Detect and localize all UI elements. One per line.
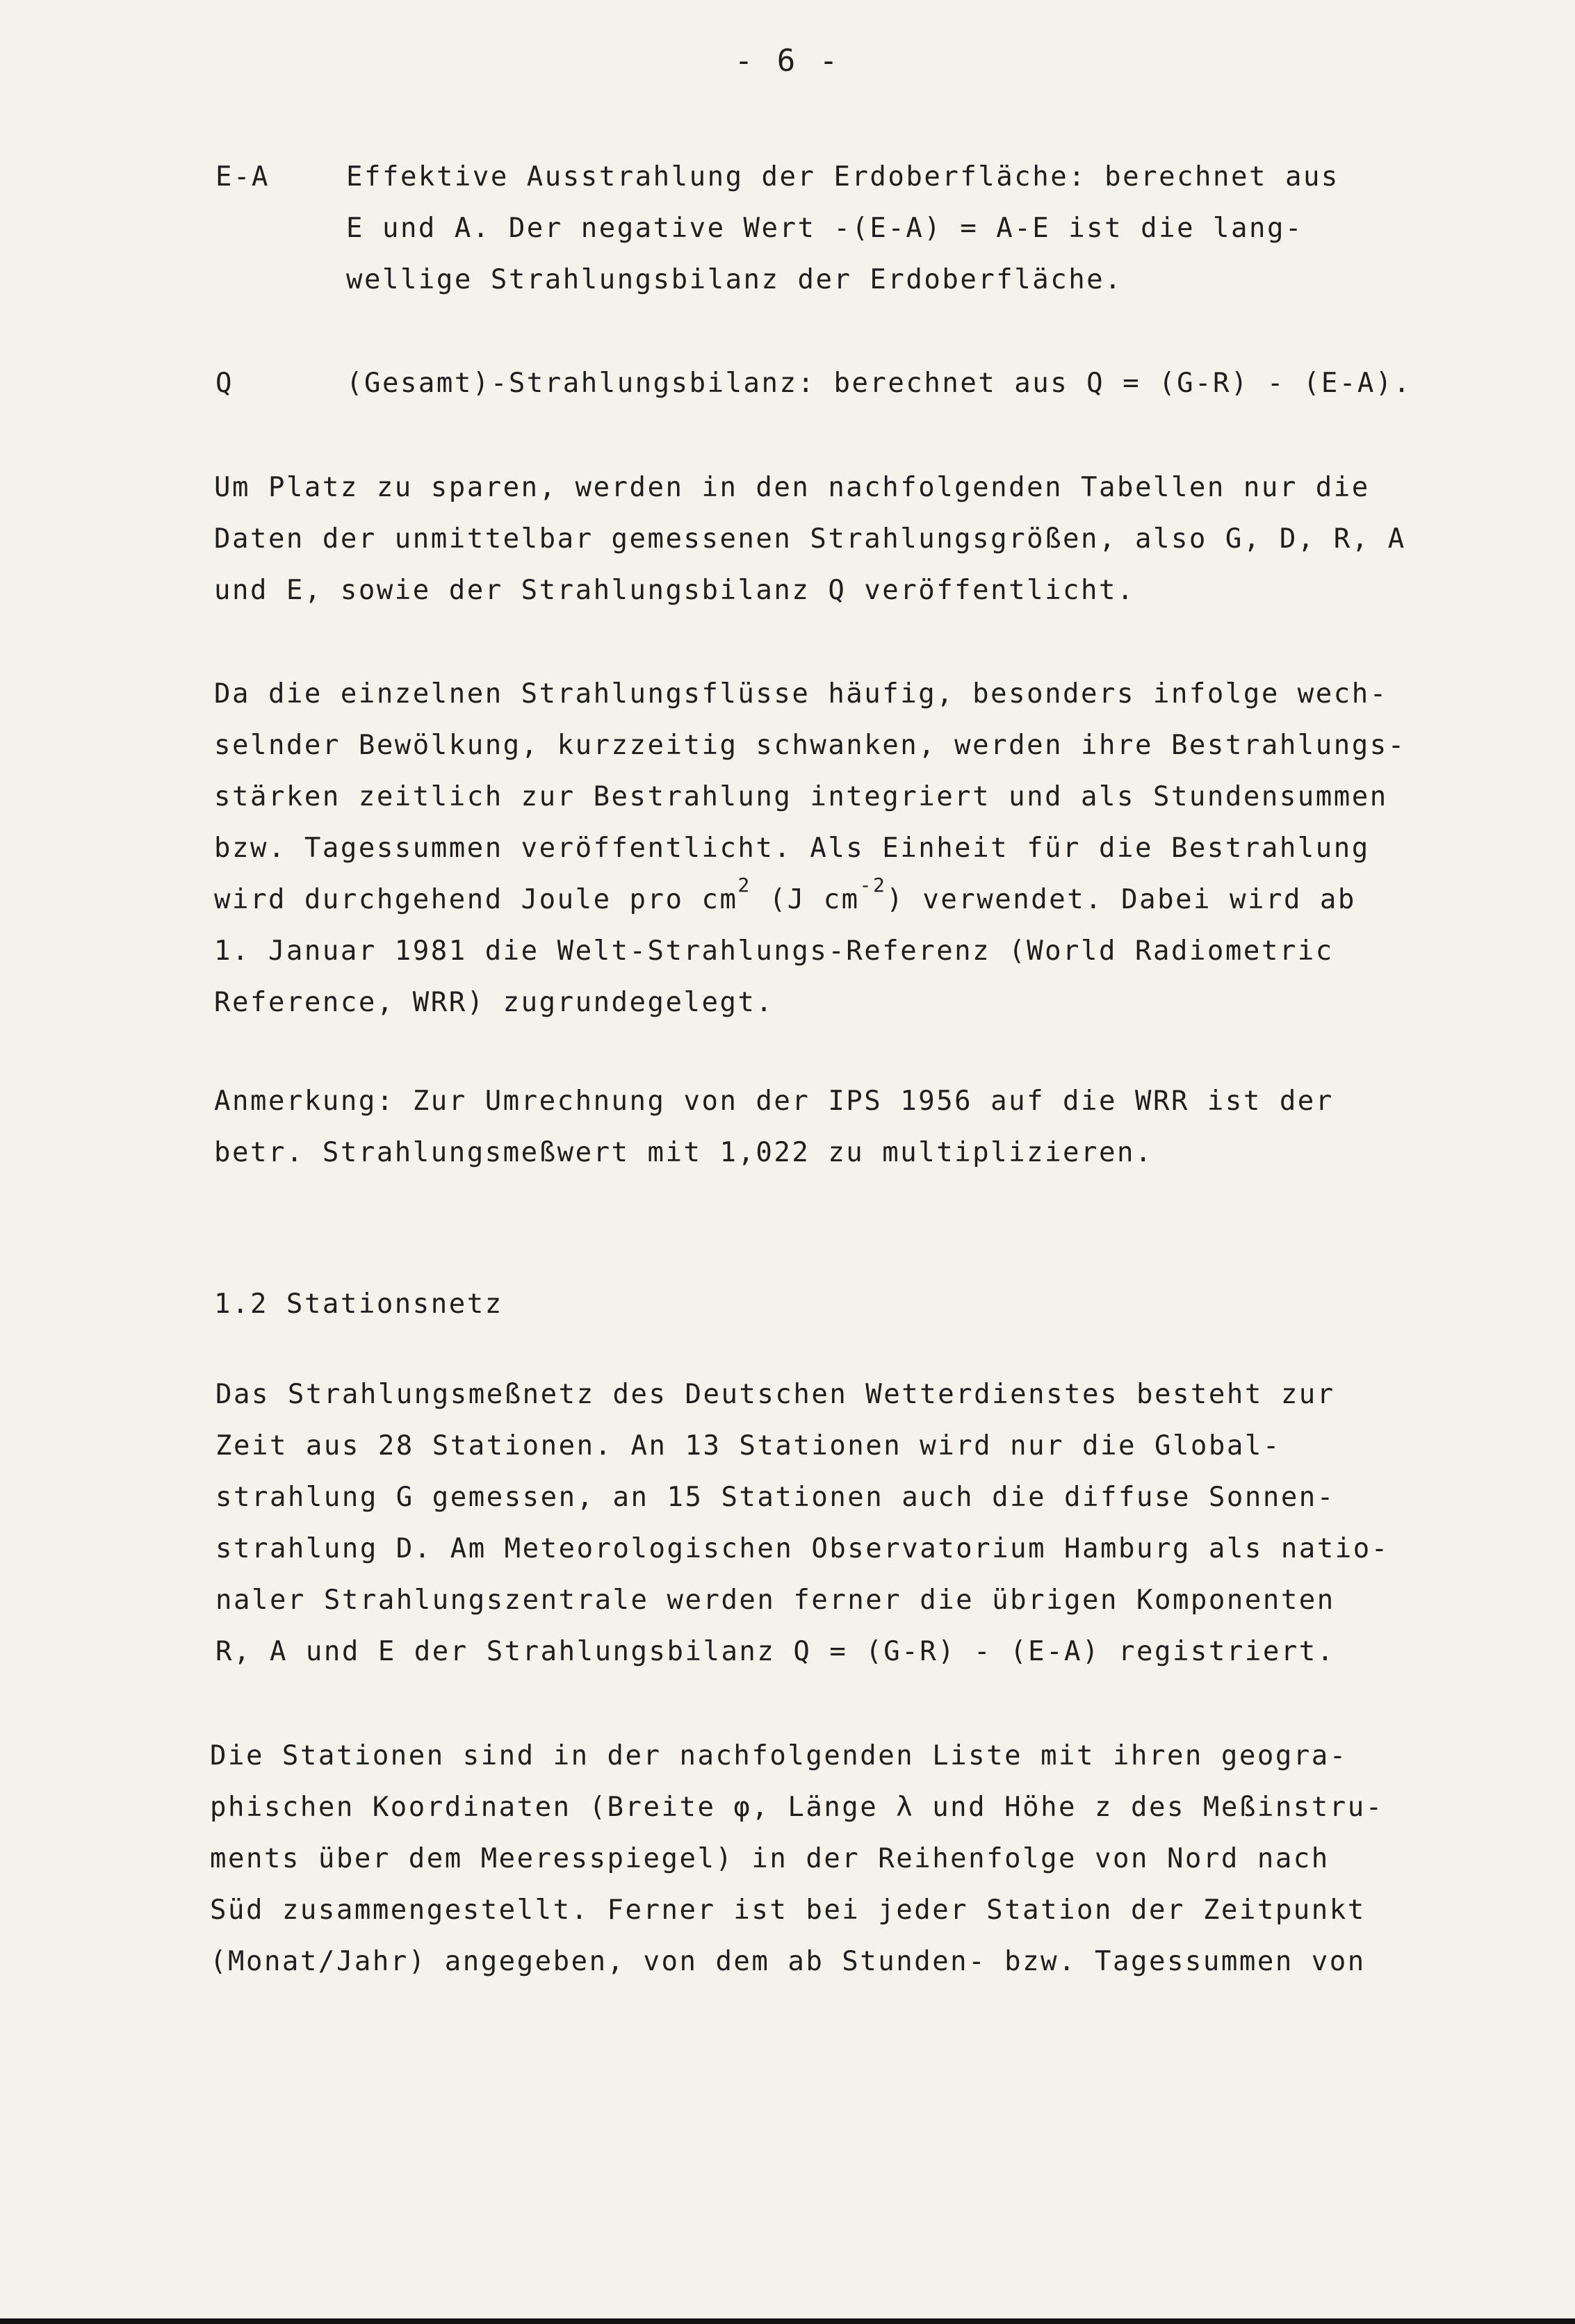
text-line: Das Strahlungsmeßnetz des Deutschen Wetterdienstes besteht zur bbox=[215, 1379, 1335, 1410]
text-line: bzw. Tagessummen veröffentlicht. Als Einheit für die Bestrahlung bbox=[214, 833, 1370, 864]
text-line: wellige Strahlungsbilanz der Erdoberfläche. bbox=[346, 264, 1123, 295]
text-line: Daten der unmittelbar gemessenen Strahlungsgrößen, also G, D, R, A bbox=[214, 523, 1406, 555]
text-line: Anmerkung: Zur Umrechnung von der IPS 1956 auf die WRR ist der bbox=[214, 1086, 1334, 1117]
text-line: strahlung G gemessen, an 15 Stationen auch die diffuse Sonnen- bbox=[215, 1482, 1335, 1513]
unit-text-mid: (J cm bbox=[751, 884, 860, 915]
text-line: ments über dem Meeresspiegel) in der Reihenfolge von Nord nach bbox=[210, 1843, 1330, 1874]
text-line: und E, sowie der Strahlungsbilanz Q veröffentlicht. bbox=[214, 575, 1135, 606]
section-heading: 1.2 Stationsnetz bbox=[214, 1288, 503, 1320]
superscript: 2 bbox=[737, 874, 751, 897]
text-line: Reference, WRR) zugrundegelegt. bbox=[214, 987, 774, 1018]
text-line: E und A. Der negative Wert -(E-A) = A-E ist die lang- bbox=[346, 213, 1303, 244]
text-line: Effektive Ausstrahlung der Erdoberfläche: berechnet aus bbox=[346, 161, 1339, 193]
def-label-q: Q bbox=[215, 368, 234, 399]
text-line: Süd zusammengestellt. Ferner ist bei jeder Station der Zeitpunkt bbox=[210, 1895, 1366, 1926]
page-number: - 6 - bbox=[734, 43, 841, 79]
unit-text-post: ) verwendet. Dabei wird ab bbox=[886, 884, 1356, 915]
text-line: strahlung D. Am Meteorologischen Observatorium Hamburg als natio- bbox=[215, 1533, 1389, 1564]
text-line: naler Strahlungszentrale werden ferner die übrigen Komponenten bbox=[215, 1585, 1335, 1616]
text-line: Da die einzelnen Strahlungsflüsse häufig, besonders infolge wech- bbox=[214, 678, 1388, 710]
text-line: (Gesamt)-Strahlungsbilanz: berechnet aus Q = (G-R) - (E-A). bbox=[346, 368, 1412, 399]
scan-bottom-edge bbox=[0, 2318, 1575, 2324]
text-line: Zeit aus 28 Stationen. An 13 Stationen wird nur die Global- bbox=[215, 1430, 1281, 1462]
def-label-ea: E-A bbox=[215, 161, 270, 193]
superscript: -2 bbox=[859, 874, 887, 897]
text-line: phischen Koordinaten (Breite φ, Länge λ und Höhe z des Meßinstru- bbox=[210, 1792, 1384, 1823]
unit-text-pre: wird durchgehend Joule pro cm bbox=[214, 884, 738, 915]
text-line: Die Stationen sind in der nachfolgenden Liste mit ihren geogra- bbox=[210, 1740, 1348, 1771]
text-line: selnder Bewölkung, kurzzeitig schwanken, werden ihre Bestrahlungs- bbox=[214, 730, 1406, 761]
text-line: betr. Strahlungsmeßwert mit 1,022 zu multiplizieren. bbox=[214, 1137, 1153, 1168]
text-line: stärken zeitlich zur Bestrahlung integriert und als Stundensummen bbox=[214, 781, 1388, 812]
text-line: Um Platz zu sparen, werden in den nachfolgenden Tabellen nur die bbox=[214, 472, 1370, 503]
text-line: R, A und E der Strahlungsbilanz Q = (G-R) - (E-A) registriert. bbox=[215, 1636, 1335, 1667]
text-line-unit bbox=[214, 874, 1356, 928]
text-line: 1. Januar 1981 die Welt-Strahlungs-Referenz (World Radiometric bbox=[214, 935, 1334, 967]
text-line: (Monat/Jahr) angegeben, von dem ab Stunden- bzw. Tagessummen von bbox=[210, 1946, 1366, 1977]
